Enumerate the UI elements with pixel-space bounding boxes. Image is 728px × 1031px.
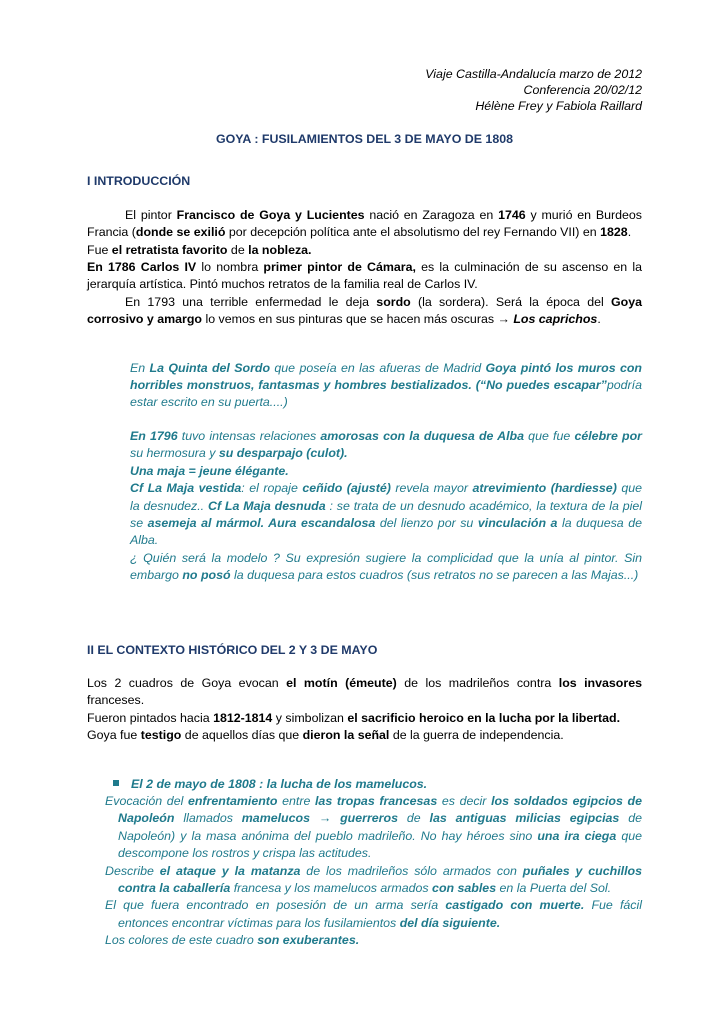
context-paragraph-dates: Fueron pintados hacia 1812-1814 y simbolizan el sacrificio heroico en la lucha por la libertad. xyxy=(87,710,621,725)
document-title: GOYA : FUSILAMIENTOS DEL 3 DE MAYO DE 1808 xyxy=(216,132,513,146)
document-page xyxy=(87,66,642,950)
section-heading-intro: I INTRODUCCIÓN xyxy=(87,174,191,189)
quinta-del-sordo-paragraph: En La Quinta del Sordo que poseía en las afueras de Madrid Goya pintó los muros con horribles monstruos, fantasmas y hombres bestializados. (“No puedes escapar”podría estar escrito en su puerta....) xyxy=(130,360,642,410)
mamelucos-colors: Los colores de este cuadro son exuberantes. xyxy=(105,933,360,948)
context-paragraph-witness: Goya fue testigo de aquellos días que dieron la señal de la guerra de independencia. xyxy=(87,728,564,743)
intro-paragraph-court: En 1786 Carlos IV lo nombra primer pintor de Cámara, es la culminación de su ascenso en la jerarquía artística. Pintó muchos retratos de la familia real de Carlos IV. xyxy=(87,260,642,292)
square-bullet-icon xyxy=(113,780,119,786)
document-header xyxy=(87,66,642,114)
mamelucos-evocation: Evocación del enfrentamiento entre las tropas francesas es decir los soldados egipcios de Napoleón llamados mamelucos → guerreros de las antiguas milicias egipcias de Napoleón) y la masa anónima del pueblo madrileño. No hay héroes sino una ira ciega que descompone los rostros y crispa las actitudes. xyxy=(105,793,642,861)
duquesa-alba-paragraph: En 1796 tuvo intensas relaciones amorosas con la duquesa de Alba que fue célebre por su hermosura y su desparpajo (culot). xyxy=(130,428,642,461)
mamelucos-attack: Describe el ataque y la matanza de los madrileños sólo armados con puñales y cuchillos contra la caballería francesa y los mamelucos armados con sables en la Puerta del Sol. xyxy=(105,863,642,895)
maja-definition: Una maja = jeune élégante. xyxy=(130,463,289,478)
header-trip: Viaje Castilla-Andalucía marzo de 2012 xyxy=(425,67,642,81)
mamelucos-block xyxy=(105,776,642,950)
majas-paragraph: Cf La Maja vestida: el ropaje ceñido (ajusté) revela mayor atrevimiento (hardiesse) que la desnudez.. Cf La Maja desnuda : se trata de un desnudo académico, la textura de la piel se asemeja al mármol. Aura escandalosa del lienzo por su vinculación a la duquesa de Alba. xyxy=(130,481,643,548)
header-conference: Conferencia 20/02/12 xyxy=(523,83,642,97)
section-heading-context: II EL CONTEXTO HISTÓRICO DEL 2 Y 3 DE MAYO xyxy=(87,642,378,657)
bullet-item-2-mayo: El 2 de mayo de 1808 : la lucha de los mamelucos. xyxy=(113,776,642,793)
intro-paragraph-portraitist: Fue el retratista favorito de la nobleza. xyxy=(87,242,312,257)
header-authors: Hélène Frey y Fabiola Raillard xyxy=(475,99,642,113)
mamelucos-punishment: El que fuera encontrado en posesión de un arma sería castigado con muerte. Fue fácil entonces encontrar víctimas para los fusilamientos del día siguiente. xyxy=(105,898,642,930)
intro-paragraph-deafness: En 1793 una terrible enfermedad le deja sordo (la sordera). Será la época del Goya corrosivo y amargo lo vemos en sus pinturas que se hacen más oscuras → Los caprichos. xyxy=(87,294,643,327)
context-paragraph-motin: Los 2 cuadros de Goya evocan el motín (émeute) de los madrileños contra los invasores franceses. xyxy=(87,675,642,708)
intro-paragraph-birth: El pintor Francisco de Goya y Lucientes nació en Zaragoza en 1746 y murió en Burdeos Francia (donde se exilió por decepción política ante el absolutismo del rey Fernando VII) en 1828. xyxy=(87,207,642,240)
modelo-paragraph: ¿ Quién será la modelo ? Su expresión sugiere la complicidad que la unía al pintor. Sin embargo no posó la duquesa para estos cuadros (sus retratos no se parecen a las Majas...) xyxy=(130,550,642,583)
